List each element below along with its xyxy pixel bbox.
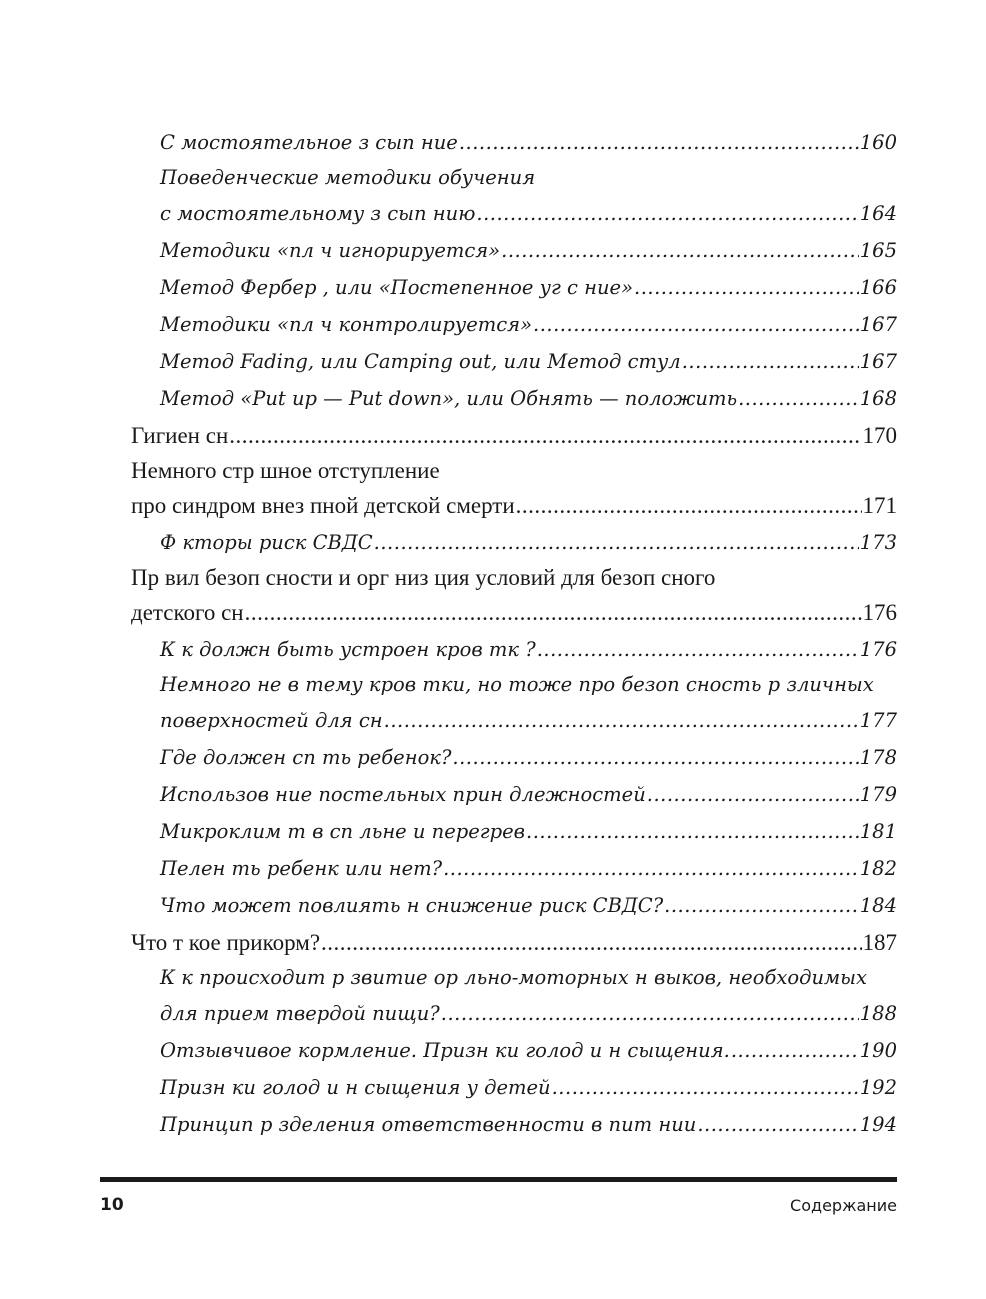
toc-entry[interactable] — [131, 524, 897, 561]
toc-entry[interactable] — [131, 1069, 897, 1106]
dot-leader — [664, 887, 859, 924]
toc-entry-title: детского сн — [131, 600, 244, 625]
toc-entry-page: 177 — [859, 709, 897, 732]
toc-entry-line[interactable] — [131, 961, 897, 995]
toc-entry[interactable] — [131, 380, 897, 417]
toc-entry[interactable] — [131, 702, 897, 739]
toc-entry-title: поверхностей для сн — [160, 709, 383, 732]
toc-entry-title: Использов ние постельных прин длежностей — [160, 783, 646, 806]
toc-entry-line[interactable] — [131, 161, 897, 195]
dot-leader — [647, 776, 859, 813]
toc-entry-title: Поведенческие методики обучения — [160, 166, 536, 189]
toc-entry-line[interactable] — [131, 561, 897, 594]
toc-entry-title: С мостоятельное з сып ние — [160, 131, 458, 154]
dot-leader — [229, 417, 861, 454]
toc-entry[interactable] — [131, 594, 897, 631]
toc-entry-title: К к должн быть устроен кров тк ? — [160, 638, 536, 661]
toc-entry-title: Что т кое прикорм? — [131, 930, 321, 955]
toc-entry-page: 165 — [859, 239, 897, 262]
toc-entry-title: Метод Фербер , или «Постепенное уг с ние» — [160, 276, 634, 299]
toc-entry-page: 167 — [859, 313, 897, 336]
toc-entry-title: Методики «пл ч игнорируется» — [160, 239, 501, 262]
toc-entry[interactable] — [131, 739, 897, 776]
toc-entry-title: Пелен ть ребенк или нет? — [160, 857, 443, 880]
toc-entry[interactable] — [131, 1032, 897, 1069]
toc-entry-page: 184 — [859, 894, 897, 917]
toc-entry-page: 178 — [859, 746, 897, 769]
toc-entry-page: 164 — [859, 202, 897, 225]
dot-leader — [552, 1069, 859, 1106]
toc-entry-title: Отзывчивое кормление. Призн ки голод и н сыщения. — [160, 1039, 730, 1062]
toc-entry-page: 176 — [859, 638, 897, 661]
toc-entry-page: 171 — [862, 493, 897, 518]
toc-entry[interactable] — [131, 631, 897, 668]
dot-leader — [452, 739, 858, 776]
dot-leader — [682, 343, 859, 380]
dot-leader — [384, 702, 859, 739]
toc-entry[interactable] — [131, 269, 897, 306]
toc-entry-title: с мостоятельному з сып нию — [160, 202, 476, 225]
toc-entry-page: 167 — [859, 350, 897, 373]
toc-entry-title: для прием твердой пищи? — [160, 1002, 440, 1025]
toc-entry-page: 188 — [859, 1002, 897, 1025]
toc-entry[interactable] — [131, 306, 897, 343]
toc-entry-title: Пр вил безоп сности и орг низ ция условий для безоп сного — [131, 565, 716, 590]
toc-entry-page: 179 — [859, 783, 897, 806]
dot-leader — [501, 232, 859, 269]
dot-leader — [476, 195, 858, 232]
toc-entry-title: Принцип р зделения ответственности в пит нии — [160, 1113, 697, 1136]
dot-leader — [441, 995, 859, 1032]
dot-leader — [516, 487, 862, 524]
toc-entry-page: 181 — [859, 820, 897, 843]
running-footer-section: Содержание — [790, 1196, 897, 1215]
toc-entry[interactable] — [131, 850, 897, 887]
toc-entry-title: К к происходит р звитие ор льно-моторных н выков, необходимых — [160, 966, 868, 989]
dot-leader — [374, 524, 859, 561]
dot-leader — [697, 1106, 858, 1143]
toc-entry-title: Где должен сп ть ребенок? — [160, 746, 452, 769]
toc-entry-page: 166 — [859, 276, 897, 299]
table-of-contents — [131, 124, 897, 1143]
footer-rule — [100, 1177, 897, 1182]
toc-entry-page: 160 — [859, 131, 897, 154]
dot-leader — [533, 306, 859, 343]
toc-entry-line[interactable] — [131, 668, 897, 702]
dot-leader — [731, 1032, 859, 1069]
toc-entry-title: Методики «пл ч контролируется» — [160, 313, 532, 336]
toc-entry-title: Немного стр шное отступление — [131, 458, 440, 483]
toc-entry-title: Гигиен сн — [131, 423, 229, 448]
toc-entry-page: 182 — [859, 857, 897, 880]
dot-leader — [321, 924, 861, 961]
toc-entry-page: 176 — [862, 600, 897, 625]
toc-entry[interactable] — [131, 887, 897, 924]
toc-entry[interactable] — [131, 417, 897, 454]
toc-entry-page: 173 — [859, 531, 897, 554]
toc-entry[interactable] — [131, 124, 897, 161]
toc-entry-page: 190 — [859, 1039, 897, 1062]
dot-leader — [245, 594, 862, 631]
toc-entry-title: Немного не в тему кров тки, но тоже про безоп сность р зличных — [160, 673, 874, 696]
toc-entry-title: Метод Fading, или Camping out, или Метод стул — [160, 350, 681, 373]
toc-entry-page: 187 — [862, 930, 897, 955]
toc-entry-title: Что может повлиять н снижение риск СВДС? — [160, 894, 664, 917]
toc-entry-page: 170 — [862, 423, 897, 448]
page-number: 10 — [100, 1195, 124, 1215]
toc-entry[interactable] — [131, 813, 897, 850]
toc-entry-title: Метод «Put up — Put down», или Обнять — положить — [160, 387, 738, 410]
toc-entry[interactable] — [131, 776, 897, 813]
dot-leader — [526, 813, 859, 850]
toc-entry-title: Ф кторы риск СВДС — [160, 531, 373, 554]
dot-leader — [537, 631, 859, 668]
toc-entry-page: 192 — [859, 1076, 897, 1099]
toc-entry-line[interactable] — [131, 454, 897, 487]
dot-leader — [459, 124, 859, 161]
toc-entry-title: Призн ки голод и н сыщения у детей — [160, 1076, 551, 1099]
dot-leader — [443, 850, 859, 887]
toc-entry[interactable] — [131, 995, 897, 1032]
toc-entry[interactable] — [131, 924, 897, 961]
toc-entry-page: 168 — [859, 387, 897, 410]
toc-entry[interactable] — [131, 1106, 897, 1143]
toc-entry-title: Микроклим т в сп льне и перегрев — [160, 820, 526, 843]
toc-entry-title: про синдром внез пной детской смерти — [131, 493, 515, 518]
toc-entry[interactable] — [131, 195, 897, 232]
dot-leader — [634, 269, 859, 306]
toc-entry[interactable] — [131, 487, 897, 524]
dot-leader — [738, 380, 859, 417]
toc-entry[interactable] — [131, 232, 897, 269]
toc-entry[interactable] — [131, 343, 897, 380]
toc-entry-page: 194 — [859, 1113, 897, 1136]
